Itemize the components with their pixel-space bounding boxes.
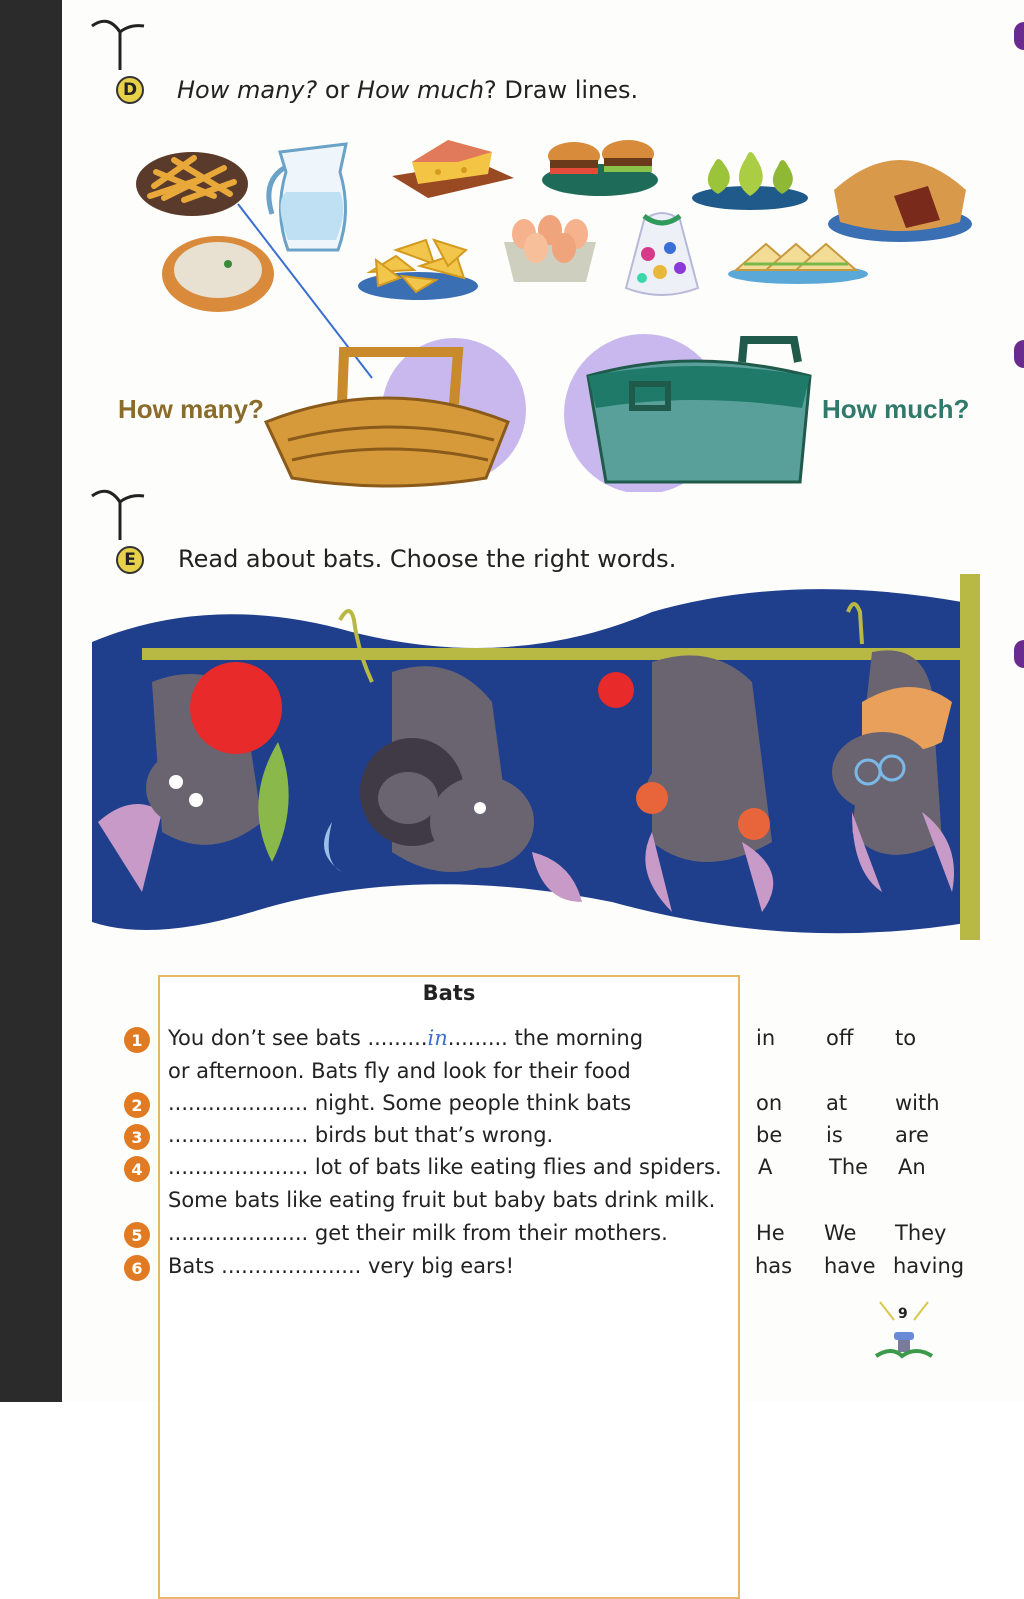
- option-word[interactable]: has: [755, 1254, 793, 1278]
- question-number: 2: [124, 1092, 150, 1118]
- section-letter-d: D: [116, 76, 144, 104]
- option-word[interactable]: have: [824, 1254, 876, 1278]
- option-word[interactable]: at: [826, 1091, 848, 1115]
- bats-title: Bats: [422, 981, 476, 1005]
- how-many-label: How many?: [118, 394, 264, 424]
- question-number: 5: [124, 1222, 150, 1248]
- basket-icon[interactable]: [258, 334, 528, 494]
- option-word[interactable]: The: [829, 1155, 869, 1179]
- option-word[interactable]: We: [824, 1221, 857, 1245]
- how-much-label: How much?: [822, 394, 970, 424]
- text-line: or afternoon. Bats fly and look for their food: [168, 1059, 631, 1083]
- option-word[interactable]: on: [756, 1091, 783, 1115]
- option-word[interactable]: He: [756, 1221, 785, 1245]
- option-word[interactable]: in: [756, 1026, 776, 1050]
- answer-blank[interactable]: .....................: [168, 1091, 309, 1115]
- question-number: 6: [124, 1255, 150, 1281]
- section-e-instruction: Read about bats. Choose the right words.: [178, 545, 677, 573]
- text-line: ..................... lot of bats like eating flies and spiders.: [168, 1155, 722, 1179]
- pot-icon[interactable]: [562, 332, 820, 492]
- option-word[interactable]: An: [898, 1155, 926, 1179]
- option-word[interactable]: is: [826, 1123, 843, 1147]
- answer-blank[interactable]: .....................: [168, 1123, 309, 1147]
- answer-blank[interactable]: .....................: [168, 1155, 309, 1179]
- text-line: ..................... night. Some people think bats: [168, 1091, 632, 1115]
- option-word[interactable]: with: [895, 1091, 940, 1115]
- text-line: Some bats like eating fruit but baby bats drink milk.: [168, 1188, 716, 1212]
- bats-illustration: [92, 572, 982, 944]
- option-word[interactable]: to: [895, 1026, 917, 1050]
- hanging-hook-icon: [88, 484, 148, 550]
- option-word[interactable]: They: [895, 1221, 947, 1245]
- text-line: You don’t see bats .........in......... the morning: [168, 1026, 644, 1050]
- option-word[interactable]: be: [756, 1123, 783, 1147]
- option-word[interactable]: off: [826, 1026, 854, 1050]
- text-line: Bats ..................... very big ears!: [168, 1254, 515, 1278]
- section-d-instruction: How many? or How much? Draw lines.: [177, 76, 639, 104]
- page-number: 9: [898, 1306, 908, 1322]
- question-number: 3: [124, 1124, 150, 1150]
- question-number: 1: [124, 1027, 150, 1053]
- text-line: ..................... get their milk from their mothers.: [168, 1221, 668, 1245]
- question-number: 4: [124, 1156, 150, 1182]
- option-word[interactable]: A: [758, 1155, 773, 1179]
- option-word[interactable]: having: [893, 1254, 965, 1278]
- option-word[interactable]: are: [895, 1123, 929, 1147]
- text-line: ..................... birds but that’s wrong.: [168, 1123, 554, 1147]
- answer-blank[interactable]: .....................: [168, 1221, 309, 1245]
- answer-blank[interactable]: .........in.........: [367, 1026, 508, 1050]
- section-letter-e: E: [116, 546, 144, 574]
- answer-blank[interactable]: .....................: [221, 1254, 362, 1278]
